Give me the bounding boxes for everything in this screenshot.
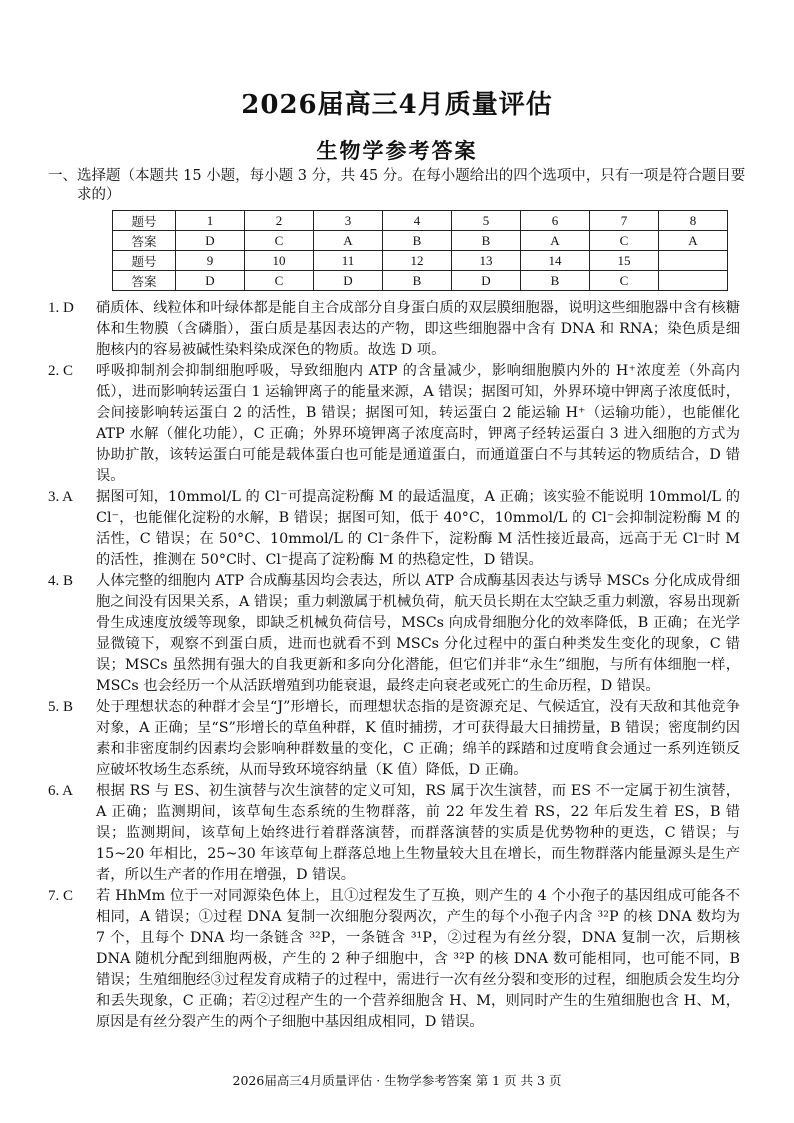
item-explanation: 人体完整的细胞内 ATP 合成酶基因均会表达，所以 ATP 合成酶基因表达与诱导 MSCs 分化成成骨细胞之间没有因果关系，A 错误；重力刺激属于机械负荷，航天员长期在太空缺乏重力刺激，容易出现新骨生成速度放缓等现象，即缺乏机械负荷信号，MSCs 向成骨细胞分化的效率降低，B 正确；在光学显微镜下，观察不到蛋白质，进而也就看不到 MSCs 分化过程中的蛋白种类发生变化的现象，C 错误；MSCs 虽然拥有强大的自我更新和多向分化潜能，但它们并非“永生”细胞，与所有体细胞一样，MSCs 也会经历一个从活跃增殖到功能衰退，最终走向衰老或死亡的生命历程，D 错误。 [96, 573, 740, 694]
document-subtitle: 生物学参考答案 [316, 138, 478, 163]
answer-item [48, 298, 740, 361]
content-flow [48, 298, 740, 1089]
table-cell: D [452, 271, 521, 291]
table-cell: 15 [590, 251, 659, 271]
table-cell: A [659, 231, 728, 251]
item-label: 6. A [48, 783, 74, 799]
answer-item [48, 361, 740, 487]
table-cell: 3 [314, 211, 383, 231]
table-cell: B [521, 271, 590, 291]
table-cell: 13 [452, 251, 521, 271]
answer-item [48, 487, 740, 571]
table-cell: 12 [383, 251, 452, 271]
item-explanation: 若 HhMm 位于一对同源染色体上，且①过程发生了互换，则产生的 4 个小孢子的基因组成可能各不相同，A 错误；①过程 DNA 复制一次细胞分裂两次，产生的每个小孢子内含 ³²P 的核 DNA 数均为 7 个，且每个 DNA 均一条链含 ³²P，一条链含 ³¹P，②过程为有丝分裂，DNA 复制一次，后期核 DNA 随机分配到细胞两极，产生的 2 种子细胞中，含 ³²P 的核 DNA 数可能相同，也可能不同，B 错误；生殖细胞经③过程发育成精子的过程中，需进行一次有丝分裂和变形的过程，细胞质会发生均分和丢失现象，C 正确；若②过程产生的一个营养细胞含 H、M，则同时产生的生殖细胞也含 H、M，原因是有丝分裂产生的两个子细胞中基因组成相同，D 错误。 [96, 888, 740, 1030]
table-cell: 8 [659, 211, 728, 231]
table-row [113, 251, 728, 271]
item-label: 7. C [48, 888, 74, 904]
table-cell: 6 [521, 211, 590, 231]
table-cell: D [176, 231, 245, 251]
table-cell [659, 251, 728, 271]
item-explanation: 呼吸抑制剂会抑制细胞呼吸，导致细胞内 ATP 的含量减少，影响细胞膜内外的 H⁺浓度差（外高内低），进而影响转运蛋白 1 运输钾离子的能量来源，A 错误；据图可知，外界环境中钾离子浓度低时，会间接影响转运蛋白 2 的活性，B 错误；据图可知，转运蛋白 2 能运输 H⁺（运输功能），也能催化 ATP 水解（催化功能），C 正确；外界环境钾离子浓度高时，钾离子经转运蛋白 3 进入细胞的方式为协助扩散，该转运蛋白可能是载体蛋白也可能是通道蛋白，而通道蛋白不与其转运的物质结合，D 错误。 [96, 363, 740, 484]
table-cell: 10 [245, 251, 314, 271]
table-cell: B [452, 231, 521, 251]
answer-item [48, 886, 740, 1033]
document-title: 2026届高三4月质量评估 [241, 90, 553, 120]
table-row-header: 题号 [113, 211, 176, 231]
table-cell: C [590, 231, 659, 251]
table-row-header: 答案 [113, 231, 176, 251]
table-cell: A [314, 231, 383, 251]
table-cell: 1 [176, 211, 245, 231]
answer-table [112, 210, 728, 291]
table-row-header: 答案 [113, 271, 176, 291]
answer-item [48, 571, 740, 697]
table-cell: D [314, 271, 383, 291]
table-row-header: 题号 [113, 251, 176, 271]
table-cell: 11 [314, 251, 383, 271]
table-cell: C [245, 231, 314, 251]
item-label: 3. A [48, 489, 74, 505]
table-row [113, 231, 728, 251]
table-cell: A [521, 231, 590, 251]
item-explanation: 据图可知，10mmol/L 的 Cl⁻可提高淀粉酶 M 的最适温度，A 正确；该实验不能说明 10mmol/L 的 Cl⁻，也能催化淀粉的水解，B 错误；据图可知，低于 40°C，10mmol/L 的 Cl⁻会抑制淀粉酶 M 的活性，C 错误；在 50°C、10mmol/L 的 Cl⁻条件下，淀粉酶 M 活性接近最高，远高于无 Cl⁻时 M 的活性，推测在 50°C时、Cl⁻提高了淀粉酶 M 的热稳定性，D 错误。 [96, 489, 740, 568]
item-label: 2. C [48, 363, 74, 379]
table-cell: 9 [176, 251, 245, 271]
item-explanation: 硝质体、线粒体和叶绿体都是能自主合成部分自身蛋白质的双层膜细胞器，说明这些细胞器中含有核糖体和生物膜（含磷脂），蛋白质是基因表达的产物，即这些细胞器中含有 DNA 和 RNA；染色质是细胞核内的容易被碱性染料染成深色的物质。故选 D 项。 [96, 300, 740, 358]
table-cell: 14 [521, 251, 590, 271]
item-label: 1. D [48, 300, 74, 316]
section-heading [48, 167, 748, 205]
table-cell: 2 [245, 211, 314, 231]
page-footer: 2026届高三4月质量评估 · 生物学参考答案 第 1 页 共 3 页 [232, 1073, 562, 1088]
table-cell: B [383, 231, 452, 251]
answer-item [48, 697, 740, 781]
table-cell: C [245, 271, 314, 291]
table-cell: 4 [383, 211, 452, 231]
table-row [113, 211, 728, 231]
table-cell: C [590, 271, 659, 291]
table-cell: D [176, 271, 245, 291]
answer-item [48, 781, 740, 886]
answer-explanations [48, 298, 740, 1033]
table-cell: 5 [452, 211, 521, 231]
section-number: 一、 [48, 168, 77, 184]
item-label: 5. B [48, 699, 74, 715]
item-label: 4. B [48, 573, 74, 589]
table-cell: B [383, 271, 452, 291]
item-explanation: 根据 RS 与 ES、初生演替与次生演替的定义可知，RS 属于次生演替，而 ES 不一定属于初生演替，A 正确；监测期间，该草甸生态系统的生物群落，前 22 年发生着 RS，22 年后发生着 ES，B 错误；监测期间，该草甸上始终进行着群落演替，而群落演替的实质是优势物种的更迭，C 错误；与 15~20 年相比，25~30 年该草甸上群落总地上生物量较大且在增长，而生物群落内能量源头是生产者，所以生产者的作用在增强，D 错误。 [96, 783, 740, 883]
section-text: 选择题（本题共 15 小题，每小题 3 分，共 45 分。在每小题给出的四个选项中，只有一项是符合题目要求的） [77, 168, 746, 203]
table-cell: 7 [590, 211, 659, 231]
item-explanation: 处于理想状态的种群才会呈“J”形增长，而理想状态指的是资源充足、气候适宜，没有天敌和其他竞争对象，A 正确；呈“S”形增长的草鱼种群，K 值时捕捞，才可获得最大日捕捞量，B 错误；密度制约因素和非密度制约因素均会影响种群数量的变化，C 正确；绵羊的踩踏和过度啃食会通过一系列连锁反应破坏牧场生态系统，从而导致环境容纳量（K 值）降低，D 正确。 [96, 699, 740, 778]
table-row [113, 271, 728, 291]
table-cell [659, 271, 728, 291]
